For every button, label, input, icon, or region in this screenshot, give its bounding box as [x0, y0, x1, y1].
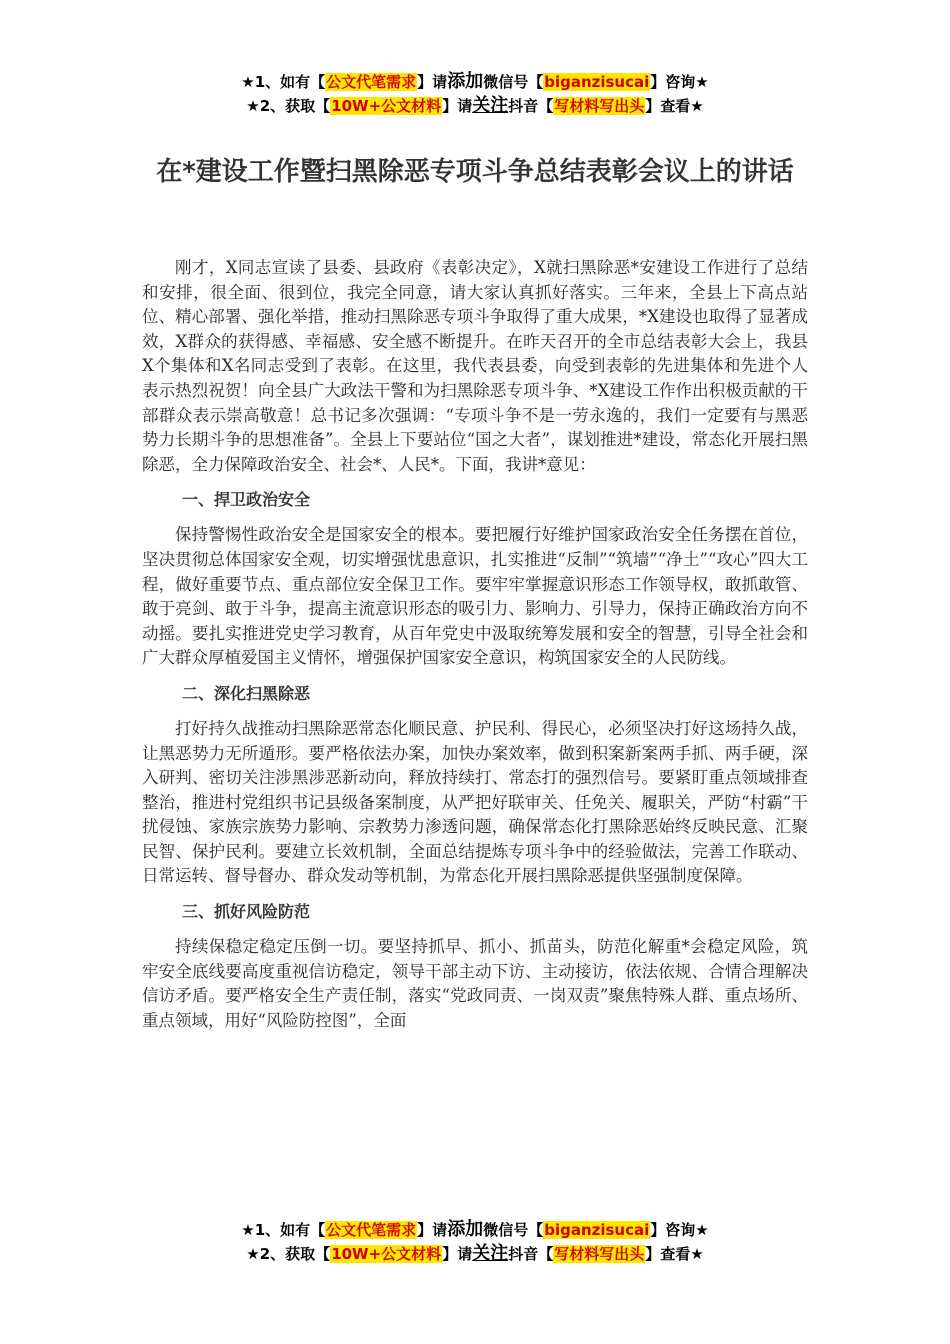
- promo-highlight-wechat-id: biganzisucai: [544, 1221, 650, 1239]
- promo-text: 】咨询★: [650, 73, 709, 91]
- section-heading: 二、深化扫黑除恶: [182, 683, 311, 703]
- promo-highlight-service: 公文代笔需求: [326, 73, 417, 91]
- section-paragraph: 打好持久战推动扫黑除恶常态化顺民意、护民利、得民心，必须坚决打好这场持久战，让黑恶势力无所遁形。要严格依法办案，加快办案效率，做到积案新案两手抓、两手硬，深入研判、密切关注涉黑涉恶新动向，释放持续打、常态打的强烈信号。要紧盯重点领域排查整治，推进村党组织书记县级备案制度，从严把好联审关、任免关、履职关，严防“村霸”干扰侵蚀、家族宗族势力影响、宗教势力渗透问题，确保常态化打黑除恶始终反映民意、汇聚民智、保护民利。要建立长效机制，全面总结提炼专项斗争中的经验做法，完善工作联动、日常运转、督导督办、群众发动等机制，为常态化开展扫黑除恶提供坚强制度保障。: [142, 718, 808, 886]
- promo-text: 】请: [417, 73, 448, 91]
- promo-text: 抖音【: [508, 97, 554, 115]
- promo-text: ★2、获取【: [246, 97, 331, 115]
- promo-text: 微信号【: [483, 1221, 544, 1239]
- promo-line-1: [0, 70, 950, 94]
- header-promo-banner: [0, 70, 950, 118]
- footer-promo-banner: [0, 1218, 950, 1266]
- promo-highlight-wechat-id: biganzisucai: [544, 73, 650, 91]
- section-paragraph: 保持警惕性政治安全是国家安全的根本。要把履行好维护国家政治安全任务摆在首位，坚决贯彻总体国家安全观，切实增强忧患意识，扎实推进“反制”“筑墙”“净土”“攻心”四大工程，做好重要节点、重点部位安全保卫工作。要牢牢掌握意识形态工作领导权，敢抓敢管、敢于亮剑、敢于斗争，提高主流意识形态的吸引力、影响力、引导力，保持正确政治方向不动摇。要扎实推进党史学习教育，从百年党史中汲取统筹发展和安全的智慧，引导全社会和广大群众厚植爱国主义情怀，增强保护国家安全意识，构筑国家安全的人民防线。: [142, 525, 808, 668]
- promo-text: 】请: [442, 97, 473, 115]
- promo-text: ★2、获取【: [246, 1245, 331, 1263]
- promo-text: 微信号【: [483, 73, 544, 91]
- section-heading: 三、抓好风险防范: [182, 902, 311, 922]
- promo-highlight-douyin: 写材料写出头: [554, 1245, 645, 1263]
- document-body: [142, 256, 808, 1033]
- promo-emphasis: 添加: [447, 71, 484, 92]
- promo-line-2: [0, 94, 950, 118]
- promo-highlight-douyin: 写材料写出头: [554, 97, 645, 115]
- promo-text: 抖音【: [508, 1245, 554, 1263]
- promo-text: 】查看★: [645, 97, 704, 115]
- promo-text: 】请: [442, 1245, 473, 1263]
- promo-text: 】请: [417, 1221, 448, 1239]
- promo-text: 】咨询★: [650, 1221, 709, 1239]
- promo-emphasis: 关注: [472, 95, 509, 116]
- promo-line-1: [0, 1218, 950, 1242]
- promo-text: ★1、如有【: [241, 1221, 326, 1239]
- promo-emphasis: 添加: [447, 1219, 484, 1240]
- promo-line-2: [0, 1242, 950, 1266]
- promo-highlight-materials: 10W+公文材料: [331, 97, 442, 115]
- promo-highlight-materials: 10W+公文材料: [331, 1245, 442, 1263]
- promo-text: 】查看★: [645, 1245, 704, 1263]
- promo-highlight-service: 公文代笔需求: [326, 1221, 417, 1239]
- section-heading: 一、捍卫政治安全: [182, 490, 311, 510]
- intro-paragraph: 刚才，X同志宣读了县委、县政府《表彰决定》，X就扫黑除恶*安建设工作进行了总结和安排，很全面、很到位，我完全同意，请大家认真抓好落实。三年来，全县上下高点站位、精心部署、强化举措，推动扫黑除恶专项斗争取得了重大成果，*X建设也取得了显著成效，X群众的获得感、幸福感、安全感不断提升。在昨天召开的全市总结表彰大会上，我县X个集体和X名同志受到了表彰。在这里，我代表县委，向受到表彰的先进集体和先进个人表示热烈祝贺！向全县广大政法干警和为扫黑除恶专项斗争、*X建设工作作出积极贡献的干部群众表示崇高敬意！总书记多次强调：“专项斗争不是一劳永逸的，我们一定要有与黑恶势力长期斗争的思想准备”。全县上下要站位“国之大者”，谋划推进*建设，常态化开展扫黑除恶，全力保障政治安全、社会*、人民*。下面，我讲*意见：: [142, 258, 808, 474]
- section-paragraph: 持续保稳定稳定压倒一切。要坚持抓早、抓小、抓苗头，防范化解重*会稳定风险，筑牢安全底线要高度重视信访稳定，领导干部主动下访、主动接访，依法依规、合情合理解决信访矛盾。要严格安全生产责任制，落实“党政同责、一岗双责”聚焦特殊人群、重点场所、重点领域，用好“风险防控图”，全面: [142, 937, 808, 1030]
- promo-emphasis: 关注: [472, 1243, 509, 1264]
- document-title: 在*建设工作暨扫黑除恶专项斗争总结表彰会议上的讲话: [156, 157, 794, 187]
- promo-text: ★1、如有【: [241, 73, 326, 91]
